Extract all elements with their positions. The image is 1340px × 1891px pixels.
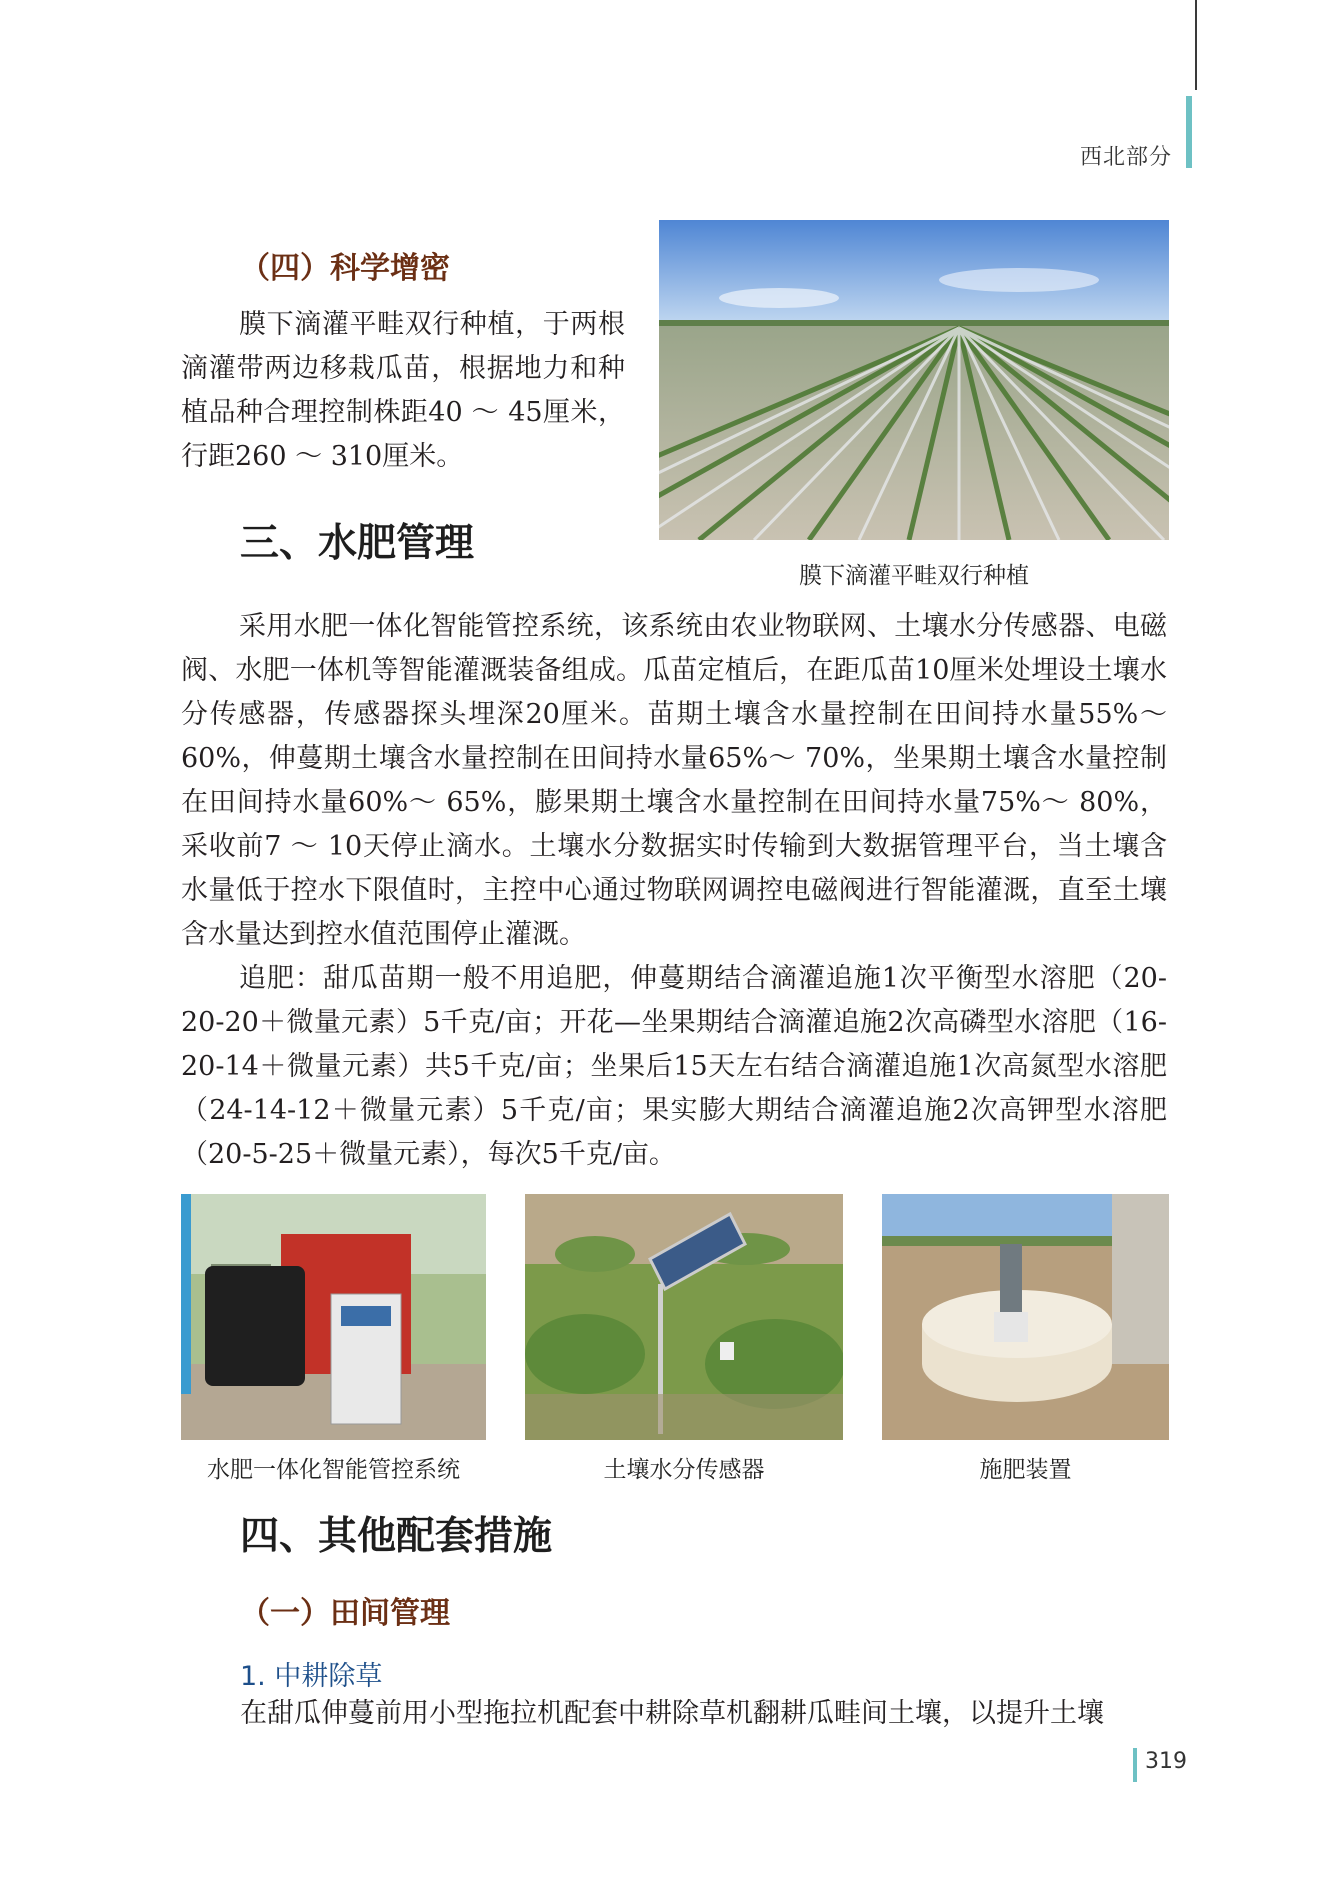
caption-fertigation-system: 水肥一体化智能管控系统 xyxy=(207,1457,460,1483)
paragraph-sec3-1: 采用水肥一体化智能管控系统，该系统由农业物联网、土壤水分传感器、电磁阀、水肥一体机等智能灌溉装备组成。瓜苗定植后，在距瓜苗10厘米处埋设土壤水分传感器，传感器探头埋深20厘米。苗期土壤含水量控制在田间持水量55%～ 60%，伸蔓期土壤含水量控制在田间持水量65%～ 70%，坐果期土壤含水量控制在田间持水量60%～ 65%，膨果期土壤含水量控制在田间持水量75%～ 80%，采收前7 ～ 10天停止滴水。土壤水分数据实时传输到大数据管理平台，当土壤含水量低于控水下限值时，主控中心通过物联网调控电磁阀进行智能灌溉，直至土壤含水量达到控水值范围停止灌溉。 xyxy=(181,611,1167,950)
header-rule xyxy=(1195,0,1197,90)
heading-sec3: 三、水肥管理 xyxy=(240,521,475,566)
fertilizer-device-illustration xyxy=(882,1194,1169,1440)
caption-fertilizer-device: 施肥装置 xyxy=(979,1457,1072,1483)
photo-fertigation-system xyxy=(181,1194,486,1440)
caption-drip-field: 膜下滴灌平畦双行种植 xyxy=(799,563,1029,589)
heading-sec4: 四、其他配套措施 xyxy=(240,1514,553,1559)
caption-soil-sensor: 土壤水分传感器 xyxy=(603,1457,765,1483)
heading-s4: （四）科学增密 xyxy=(240,251,450,286)
paragraph-sec4: 在甜瓜伸蔓前用小型拖拉机配套中耕除草机翻耕瓜畦间土壤，以提升土壤 xyxy=(240,1698,1104,1729)
photo-drip-field xyxy=(659,220,1169,540)
paragraph-s4: 膜下滴灌平畦双行种植，于两根滴灌带两边移栽瓜苗，根据地力和种植品种合理控制株距40 ～ 45厘米，行距260 ～ 310厘米。 xyxy=(181,309,625,472)
field-illustration xyxy=(659,220,1169,540)
photo-fertilizer-device xyxy=(882,1194,1169,1440)
page-number-bar xyxy=(1133,1748,1137,1782)
soil-sensor-illustration xyxy=(525,1194,843,1440)
running-header: 西北部分 xyxy=(1079,145,1172,170)
heading-sec4-sub1: （一）田间管理 xyxy=(240,1596,450,1631)
photo-soil-sensor xyxy=(525,1194,843,1440)
header-accent-bar xyxy=(1186,96,1192,168)
fertigation-illustration xyxy=(181,1194,486,1440)
heading-sec4-sub1-1: 1. 中耕除草 xyxy=(240,1661,383,1692)
paragraph-sec3-2: 追肥：甜瓜苗期一般不用追肥，伸蔓期结合滴灌追施1次平衡型水溶肥（20-20-20＋微量元素）5千克/亩；开花—坐果期结合滴灌追施2次高磷型水溶肥（16-20-14＋微量元素）共5千克/亩；坐果后15天左右结合滴灌追施1次高氮型水溶肥（24-14-12＋微量元素）5千克/亩；果实膨大期结合滴灌追施2次高钾型水溶肥（20-5-25＋微量元素），每次5千克/亩。 xyxy=(181,963,1167,1170)
page-number: 319 xyxy=(1145,1749,1187,1774)
